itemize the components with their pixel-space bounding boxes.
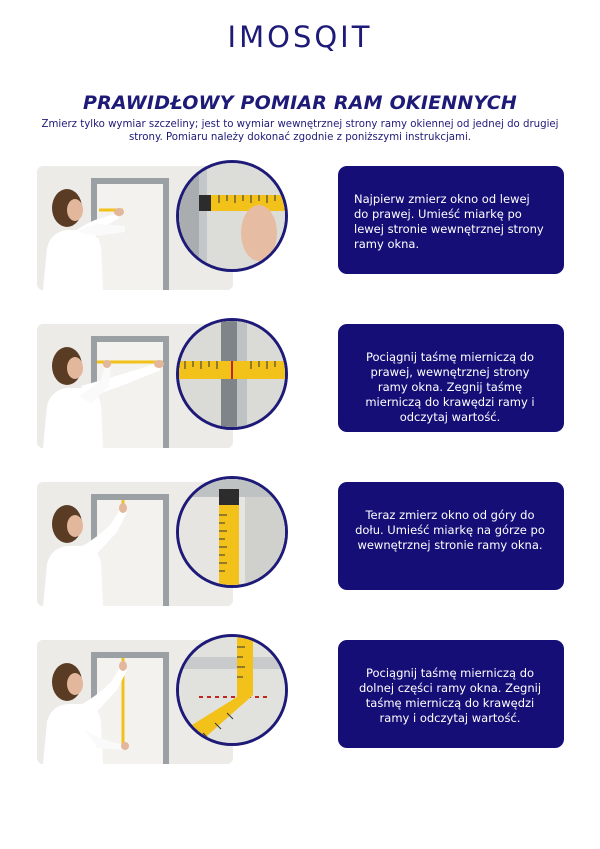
- step-2-text: Pociągnij taśmę mierniczą do prawej, wewnętrznej strony ramy okna. Zegnij taśmę mierniczą do krawędzi ramy i odczytaj wartość.: [365, 350, 535, 424]
- brand-logo: IMOSQIT: [227, 20, 373, 54]
- step-4-zoom: [176, 634, 288, 746]
- step-1-zoom: [176, 160, 288, 272]
- step-4-card: [338, 640, 564, 748]
- step-3-text: Teraz zmierz okno od góry do dołu. Umieść miarkę na górze po wewnętrznej stronie ramy okna.: [355, 508, 545, 552]
- step-3-zoom: [176, 476, 288, 588]
- page-title: PRAWIDŁOWY POMIAR RAM OKIENNYCH: [82, 92, 518, 114]
- step-4: [0, 640, 600, 770]
- step-2-zoom: [176, 318, 288, 430]
- page-subtitle: Zmierz tylko wymiar szczeliny; jest to wymiar wewnętrznej strony ramy okiennej od jednej do drugiej strony. Pomiaru należy dokonać zgodnie z poniższymi instrukcjami.: [41, 119, 559, 143]
- step-2: [0, 324, 600, 454]
- step-1-text: Najpierw zmierz okno od lewej do prawej. Umieść miarkę po lewej stronie wewnętrznej strony ramy okna.: [354, 192, 544, 251]
- step-3: [0, 482, 600, 612]
- step-2-card: [338, 324, 564, 432]
- step-1: [0, 166, 600, 296]
- step-3-card: [338, 482, 564, 590]
- step-4-text: Pociągnij taśmę mierniczą do dolnej części ramy okna. Zegnij taśmę mierniczą do krawędzi ramy i odczytaj wartość.: [358, 666, 542, 725]
- step-1-card: [338, 166, 564, 274]
